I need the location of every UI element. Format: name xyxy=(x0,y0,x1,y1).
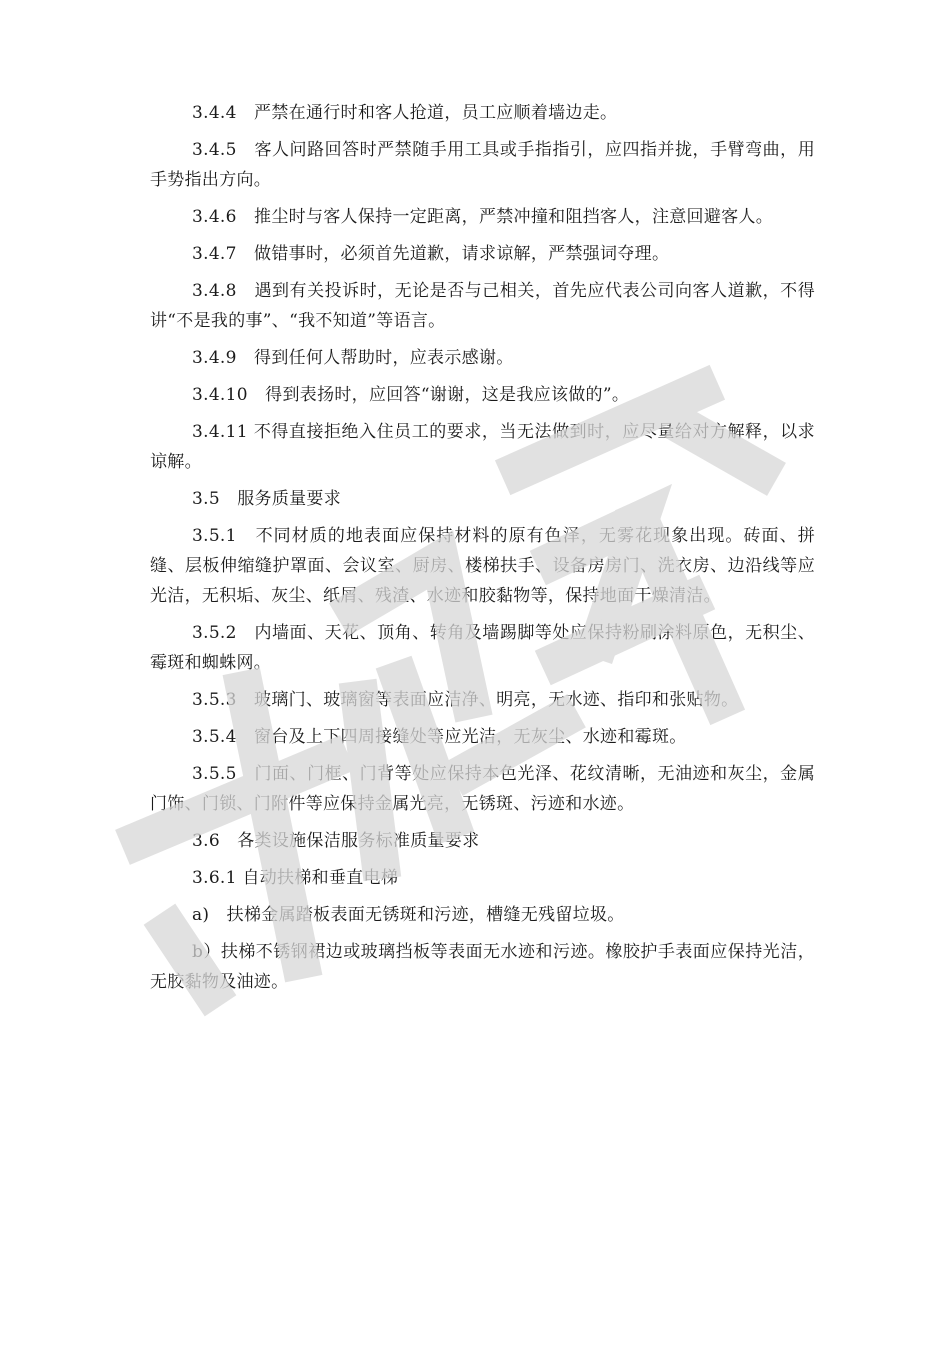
paragraph-3-5-2: 3.5.2 内墙面、天花、顶角、转角及墙踢脚等处应保持粉刷涂料原色，无积尘、霉斑和蜘蛛网。 xyxy=(150,623,815,673)
paragraph-3-4-11: 3.4.11 不得直接拒绝入住员工的要求，当无法做到时，应尽量给对方解释，以求谅解。 xyxy=(150,422,815,472)
section-heading-3-6: 3.6 各类设施保洁服务标准质量要求 xyxy=(192,831,480,851)
paragraph-3-5-1: 3.5.1 不同材质的地表面应保持材料的原有色泽，无雾花现象出现。砖面、拼缝、层板伸缩缝护罩面、会议室、厨房、楼梯扶手、设备房房门、洗衣房、边沿线等应光洁，无积垢、灰尘、纸屑、残渣、水迹和胶黏物等，保持地面干燥清洁。 xyxy=(150,526,815,606)
paragraph-3-4-4: 3.4.4 严禁在通行时和客人抢道，员工应顺着墙边走。 xyxy=(192,103,618,123)
paragraph-3-4-7: 3.4.7 做错事时，必须首先道歉，请求谅解，严禁强词夺理。 xyxy=(192,244,670,264)
paragraph-3-4-5: 3.4.5 客人问路回答时严禁随手用工具或手指指引，应四指并拢，手臂弯曲，用手势指出方向。 xyxy=(150,140,815,190)
list-item-b: b）扶梯不锈钢裙边或玻璃挡板等表面无水迹和污迹。橡胶护手表面应保持光洁，无胶黏物及油迹。 xyxy=(150,942,815,992)
section-heading-3-5: 3.5 服务质量要求 xyxy=(192,489,342,509)
subsection-heading-3-6-1: 3.6.1 自动扶梯和垂直电梯 xyxy=(192,868,399,888)
paragraph-3-4-9: 3.4.9 得到任何人帮助时，应表示感谢。 xyxy=(192,348,514,368)
paragraph-3-4-10: 3.4.10 得到表扬时，应回答“谢谢，这是我应该做的”。 xyxy=(192,385,630,405)
paragraph-3-4-8: 3.4.8 遇到有关投诉时，无论是否与己相关，首先应代表公司向客人道歉，不得讲“不是我的事”、“我不知道”等语言。 xyxy=(150,281,815,331)
list-item-a: a) 扶梯金属踏板表面无锈斑和污迹，槽缝无残留垃圾。 xyxy=(192,905,625,925)
document-body xyxy=(150,98,815,1004)
paragraph-3-4-6: 3.4.6 推尘时与客人保持一定距离，严禁冲撞和阻挡客人，注意回避客人。 xyxy=(192,207,774,227)
paragraph-3-5-5: 3.5.5 门面、门框、门背等处应保持本色光泽、花纹清晰，无油迹和灰尘，金属门饰、门锁、门附件等应保持金属光亮，无锈斑、污迹和水迹。 xyxy=(150,764,815,814)
paragraph-3-5-3: 3.5.3 玻璃门、玻璃窗等表面应洁净、明亮，无水迹、指印和张贴物。 xyxy=(192,690,739,710)
paragraph-3-5-4: 3.5.4 窗台及上下四周接缝处等应光洁，无灰尘、水迹和霉斑。 xyxy=(192,727,687,747)
